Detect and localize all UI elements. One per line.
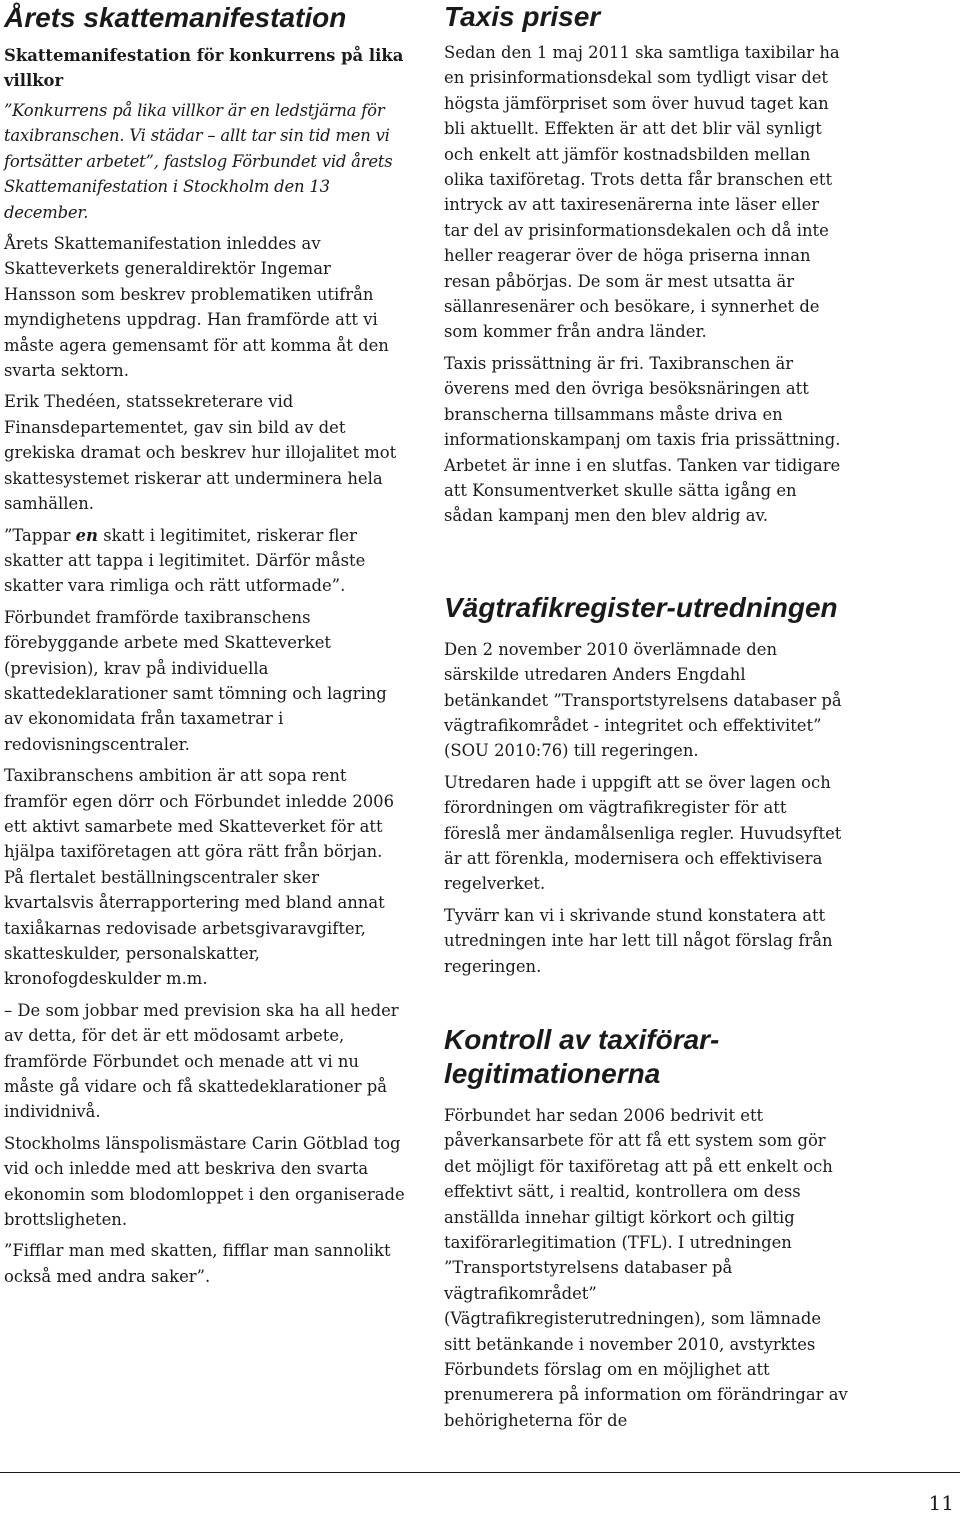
emphasis-word: en (75, 525, 98, 545)
footer-rule (0, 1472, 960, 1473)
article-paragraph-3 (4, 523, 406, 599)
article-paragraph-6: – De som jobbar med prevision ska ha all heder av detta, för det är ett mödosamt arbete, framförde Förbundet och menade att vi nu måste gå vidare och få skattedeklarationer på individnivå. (4, 1000, 399, 1122)
section2-paragraph-2: Utredaren hade i uppgift att se över lagen och förordningen om vägtrafikregister för att föreslå mer ändamålsenliga regler. Huvudsyftet är att förenkla, modernisera och effektivisera regelverket. (444, 772, 842, 894)
article-paragraph-7: Stockholms länspolismästare Carin Götblad tog vid och inledde med att beskriva den svarta ekonomin som blodomloppet i den organiserade brottsligheten. (4, 1133, 405, 1230)
section1-paragraph-2: Taxis prissättning är fri. Taxibranschen är överens med den övriga besöksnäringen att branscherna tillsammans måste driva en informationskampanj om taxis fria prissättning. Arbetet är inne i en slutfas. Tanken var tidigare att Konsumentverket skulle sätta igång en sådan kampanj men den blev aldrig av. (444, 353, 841, 526)
section3-paragraph-1: Förbundet har sedan 2006 bedrivit ett påverkansarbete för att få ett system som gör det möjligt för taxiföretag att på ett enkelt och effektivt sätt, i realtid, kontrollera om dess anställda innehar giltigt körkort och giltig taxiförarlegitimation (TFL). I utredningen ”Transportstyrelsens databaser på vägtrafikområdet” (Vägtrafikregisterutredningen), som lämnade sitt betänkande i november 2010, avstyrktes Förbundets förslag om en möjlighet att prenumerera på information om förändringar av behörigheterna för de (444, 1106, 848, 1430)
article-paragraph-1: Årets Skattemanifestation inleddes av Skatteverkets generaldirektör Ingemar Hansson som beskrev problematiken utifrån myndighetens uppdrag. Han framförde att vi måste agera gemensamt för att komma åt den svarta sektorn. (4, 234, 389, 381)
section1-paragraph-1: Sedan den 1 maj 2011 ska samtliga taxibilar ha en prisinformationsdekal som tydligt visar det högsta jämförpriset som över huvud taget kan bli aktuellt. Effekten är att det blir väl synligt och enkelt att jämför kostnadsbilden mellan olika taxiföretag. Trots detta får branschen ett intryck av att taxiresenärerna inte läser eller tar del av prisinformationsdekalen och då inte heller reagerar över de höga priserna innan resan påbörjas. De som är mest utsatta är sällanresenärer och besökare, i synnerhet de som kommer från andra länder. (444, 43, 840, 342)
article-subheading: Skattemanifestation för konkurrens på lika villkor (4, 46, 404, 90)
article-paragraph-8: ”Fifflar man med skatten, fifflar man sannolikt också med andra saker”. (4, 1241, 391, 1286)
left-column (4, 0, 406, 1295)
quote-start: ”Tappar (4, 525, 76, 545)
right-column (444, 0, 848, 1439)
section-title-vagtrafikregister: Vägtrafikregister-utredningen (444, 591, 838, 623)
article-paragraph-5: Taxibranschens ambition är att sopa rent framför egen dörr och Förbundet inledde 2006 ett aktivt samarbete med Skatteverket för att hjälpa taxiföretagen att göra rätt från början. På flertalet beställningscentraler sker kvartalsvis återrapportering med bland annat taxiåkarnas redovisade arbetsgivaravgifter, skatteskulder, personalskatter, kronofogdeskulder m.m. (4, 766, 395, 989)
section-title-taxis-priser: Taxis priser (444, 1, 601, 32)
article-paragraph-4: Förbundet framförde taxibranschens förebyggande arbete med Skatteverket (prevision), krav på individuella skattedeklarationer samt tömning och lagring av ekonomidata från taxametrar i redovisningscentraler. (4, 607, 387, 754)
quote-rest: skatt i legitimitet, riskerar fler skatter att tappa i legitimitet. Därför måste skatter vara rimliga och rätt utformade”. (4, 525, 366, 596)
section-title-kontroll: Kontroll av taxiförar-legitimationerna (444, 1024, 720, 1089)
article-title: Årets skattemanifestation (4, 2, 347, 33)
page-number: 11 (928, 1491, 954, 1515)
section2-paragraph-1: Den 2 november 2010 överlämnade den särskilde utredaren Anders Engdahl betänkandet ”Transportstyrelsens databaser på vägtrafikområdet - integritet och effektivitet” (SOU 2010:76) till regeringen. (444, 639, 842, 761)
article-intro: ”Konkurrens på lika villkor är en ledstjärna för taxibranschen. Vi städar – allt tar sin tid men vi fortsätter arbetet”, fastslog Förbundet vid årets Skattemanifestation i Stockholm den 13 december. (4, 101, 393, 222)
article-paragraph-2: Erik Thedéen, statssekreterare vid Finansdepartementet, gav sin bild av det grekiska dramat och beskrev hur illojalitet mot skattesystemet riskerar att underminera hela samhällen. (4, 392, 397, 514)
section2-paragraph-3: Tyvärr kan vi i skrivande stund konstatera att utredningen inte har lett till något förslag från regeringen. (444, 905, 833, 976)
